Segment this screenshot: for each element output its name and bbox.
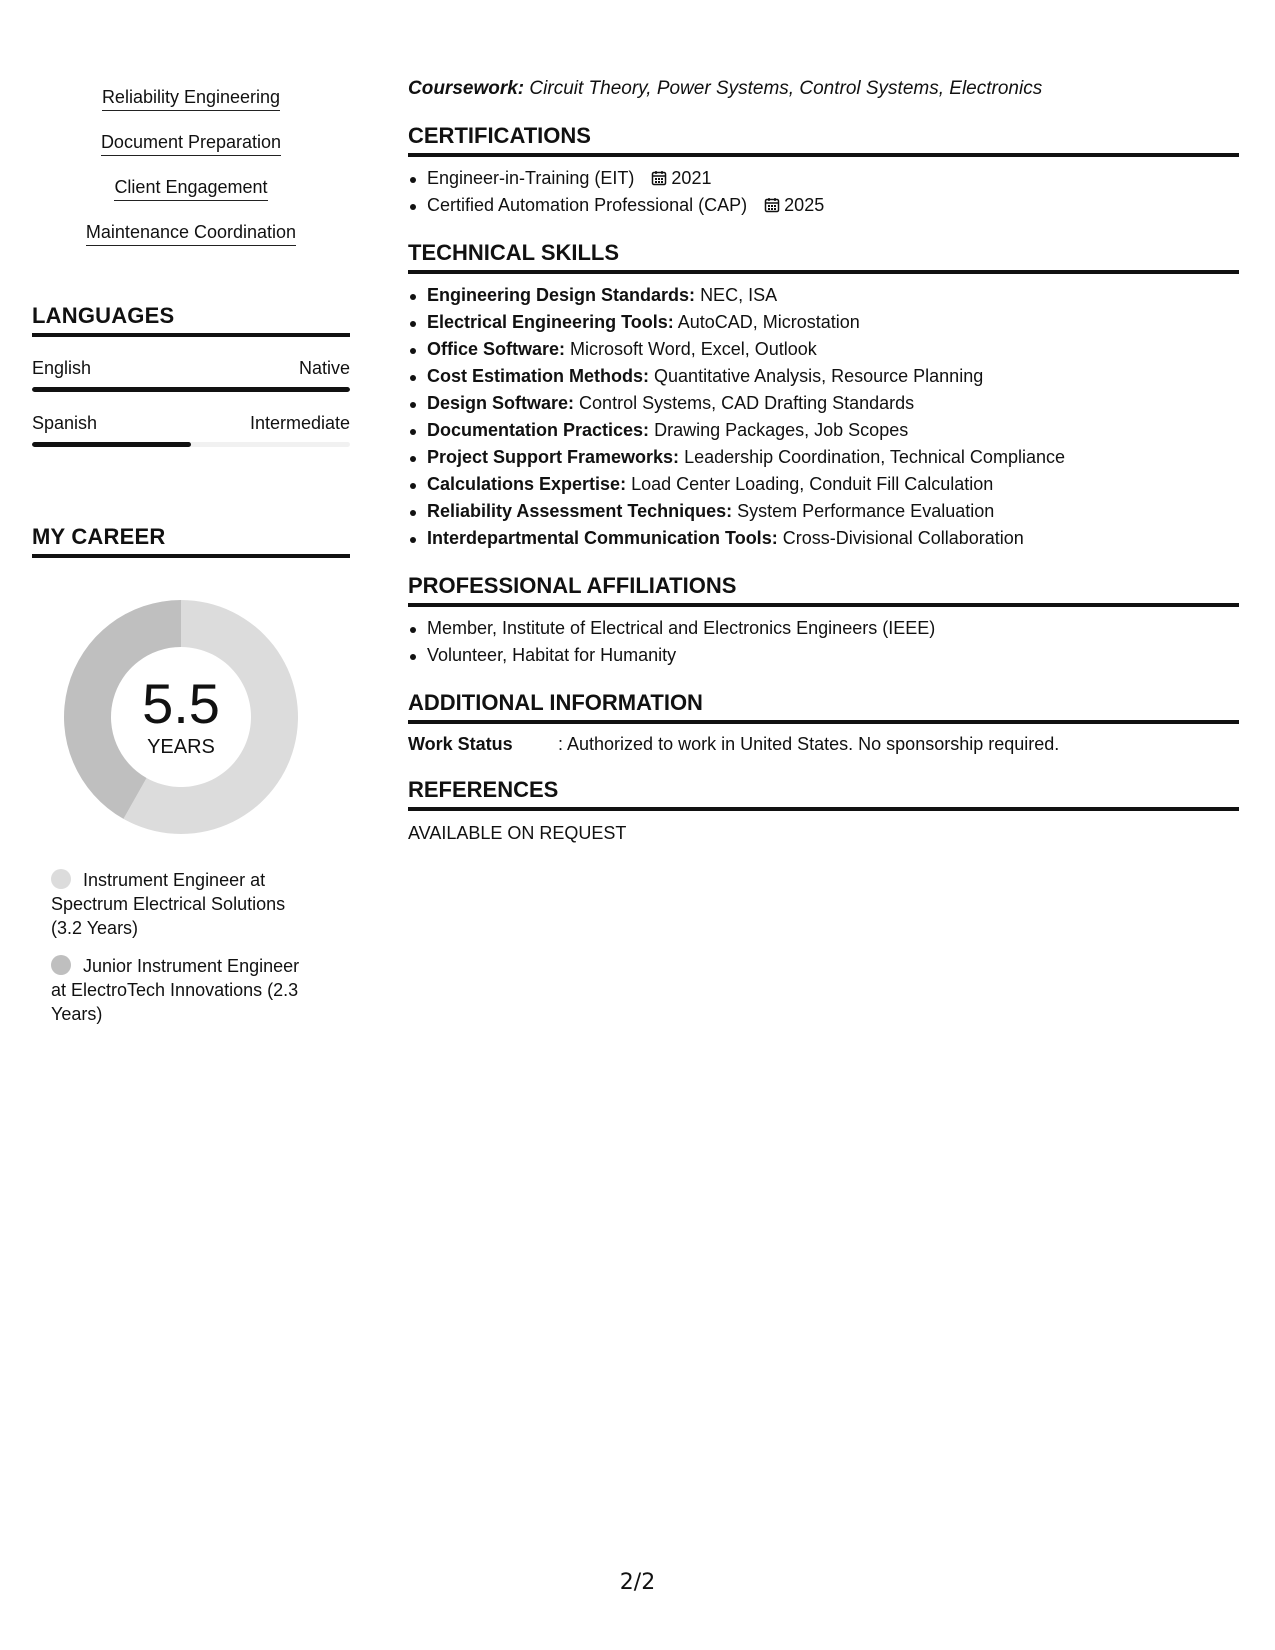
- language-item: [32, 412, 350, 447]
- technical-skill-item: [408, 525, 1239, 552]
- technical-skill-item: [408, 390, 1239, 417]
- languages-section: [32, 302, 350, 447]
- language-name: English: [32, 358, 92, 378]
- language-item: [32, 357, 350, 392]
- certification-item: [408, 165, 1239, 192]
- calendar-icon: [764, 197, 780, 213]
- legend-dot-icon: [51, 955, 71, 975]
- skill-tags: [32, 86, 350, 266]
- skill-label: Office Software:: [427, 339, 566, 359]
- affiliation-item: Member, Institute of Electrical and Electronics Engineers (IEEE): [408, 615, 1239, 642]
- skill-label: Cost Estimation Methods:: [427, 366, 650, 386]
- references-heading: REFERENCES: [408, 776, 1239, 811]
- career-total-value: 5.5: [142, 672, 220, 735]
- affiliations-list: [408, 615, 1239, 669]
- skill-label: Interdepartmental Communication Tools:: [427, 528, 778, 548]
- skill-value: Leadership Coordination, Technical Compliance: [684, 447, 1065, 467]
- references-text: AVAILABLE ON REQUEST: [408, 823, 627, 843]
- language-proficiency-fill: [32, 442, 191, 447]
- skill-value: Drawing Packages, Job Scopes: [654, 420, 909, 440]
- work-status-value: : Authorized to work in United States. No sponsorship required.: [558, 734, 1060, 754]
- language-proficiency-fill: [32, 387, 350, 392]
- coursework-label: Coursework:: [408, 78, 525, 99]
- certification-year: 2025: [784, 195, 825, 215]
- legend-dot-icon: [51, 869, 71, 889]
- technical-skills-list: [408, 282, 1239, 552]
- skill-tag: Maintenance Coordination: [86, 221, 296, 246]
- technical-skill-item: [408, 444, 1239, 471]
- affiliations-heading: PROFESSIONAL AFFILIATIONS: [408, 572, 1239, 607]
- donut-center: [56, 592, 306, 842]
- skill-label: Documentation Practices:: [427, 420, 650, 440]
- page-number: 2/2: [619, 1570, 656, 1595]
- certification-name: Engineer-in-Training (EIT): [427, 168, 635, 188]
- technical-skill-item: [408, 471, 1239, 498]
- language-level: Native: [298, 358, 350, 378]
- skill-value: Microsoft Word, Excel, Outlook: [570, 339, 817, 359]
- skill-value: Control Systems, CAD Drafting Standards: [579, 393, 915, 413]
- technical-skill-item: [408, 417, 1239, 444]
- skill-value: Cross-Divisional Collaboration: [782, 528, 1024, 548]
- certifications-list: [408, 165, 1239, 219]
- languages-heading: LANGUAGES: [32, 302, 350, 337]
- coursework-value: Circuit Theory, Power Systems, Control Systems, Electronics: [529, 78, 1043, 99]
- career-donut-chart: [56, 592, 306, 842]
- technical-skill-item: [408, 336, 1239, 363]
- calendar-icon: [651, 170, 667, 186]
- skill-tag: Document Preparation: [101, 131, 281, 156]
- skill-label: Design Software:: [427, 393, 575, 413]
- coursework: [408, 76, 1239, 102]
- skill-value: Load Center Loading, Conduit Fill Calculation: [631, 474, 994, 494]
- skill-value: AutoCAD, Microstation: [677, 312, 860, 332]
- certification-item: [408, 192, 1239, 219]
- work-status-label: Work Status: [408, 734, 513, 754]
- skill-tag: Reliability Engineering: [102, 86, 280, 111]
- certifications-heading: CERTIFICATIONS: [408, 122, 1239, 157]
- language-name: Spanish: [32, 413, 98, 433]
- career-legend: [32, 868, 302, 1026]
- career-legend-item: [51, 868, 302, 940]
- technical-skill-item: [408, 363, 1239, 390]
- career-role-label: Instrument Engineer at Spectrum Electrical Solutions (3.2 Years): [51, 870, 286, 938]
- language-proficiency-bar: [32, 442, 350, 447]
- language-level: Intermediate: [249, 413, 350, 433]
- skill-label: Electrical Engineering Tools:: [427, 312, 674, 332]
- certification-name: Certified Automation Professional (CAP): [427, 195, 748, 215]
- language-proficiency-bar: [32, 387, 350, 392]
- technical-skills-heading: TECHNICAL SKILLS: [408, 239, 1239, 274]
- additional-info-heading: ADDITIONAL INFORMATION: [408, 689, 1239, 724]
- career-heading: MY CAREER: [32, 523, 350, 558]
- right-column: [408, 76, 1239, 845]
- skill-value: Quantitative Analysis, Resource Planning: [654, 366, 984, 386]
- technical-skill-item: [408, 282, 1239, 309]
- career-role-label: Junior Instrument Engineer at ElectroTech Innovations (2.3 Years): [51, 956, 300, 1024]
- left-column: [32, 86, 350, 1040]
- skill-tag: Client Engagement: [114, 176, 267, 201]
- work-status-row: [408, 732, 1239, 756]
- certification-year: 2021: [671, 168, 712, 188]
- skill-label: Project Support Frameworks:: [427, 447, 680, 467]
- technical-skill-item: [408, 309, 1239, 336]
- affiliation-item: Volunteer, Habitat for Humanity: [408, 642, 1239, 669]
- career-total-unit: YEARS: [147, 736, 215, 758]
- skill-label: Engineering Design Standards:: [427, 285, 696, 305]
- technical-skill-item: [408, 498, 1239, 525]
- skill-value: System Performance Evaluation: [737, 501, 995, 521]
- skill-value: NEC, ISA: [700, 285, 778, 305]
- skill-label: Calculations Expertise:: [427, 474, 627, 494]
- skill-label: Reliability Assessment Techniques:: [427, 501, 733, 521]
- career-section: [32, 523, 350, 1026]
- career-legend-item: [51, 954, 302, 1026]
